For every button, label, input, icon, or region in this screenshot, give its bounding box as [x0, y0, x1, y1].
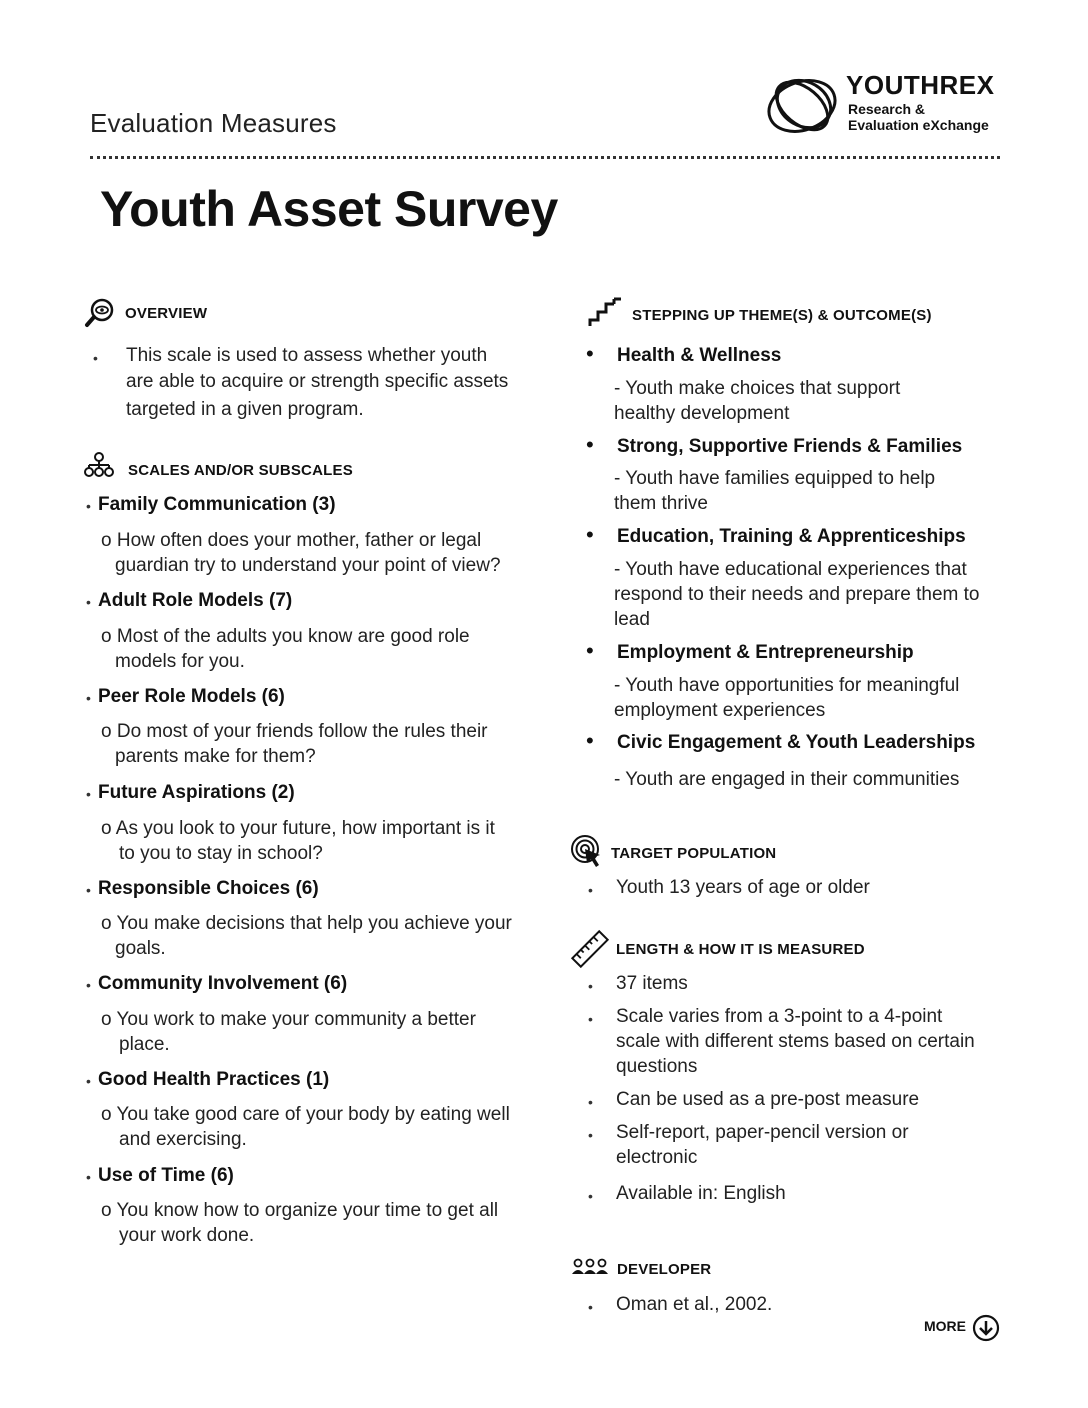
- length-item: Self-report, paper-pencil version or: [616, 1122, 909, 1143]
- bullet-marker: •: [588, 1188, 593, 1204]
- scale-example: goals.: [115, 938, 166, 959]
- bullet-marker: •: [93, 350, 98, 366]
- bullet-marker: •: [86, 594, 91, 610]
- bullet-marker: •: [588, 978, 593, 994]
- scale-name: Family Communication (3): [98, 494, 336, 515]
- scale-name: Adult Role Models (7): [98, 590, 293, 611]
- more-link[interactable]: MORE: [924, 1318, 966, 1334]
- length-item: Can be used as a pre-post measure: [616, 1089, 920, 1110]
- youthrex-logo-icon: [762, 70, 842, 140]
- ruler-icon: [570, 928, 610, 970]
- target-cursor-icon: [570, 834, 604, 870]
- theme-description: - Youth are engaged in their communities: [614, 769, 960, 790]
- bullet-marker: •: [586, 432, 594, 457]
- header-divider: [90, 156, 1000, 159]
- scale-example: guardian try to understand your point of view?: [115, 555, 501, 576]
- magnifier-eye-icon: [84, 298, 116, 328]
- bullet-marker: •: [586, 341, 594, 366]
- scale-example: o You take good care of your body by eating well: [101, 1104, 510, 1125]
- scales-heading: SCALES AND/OR SUBSCALES: [128, 462, 353, 479]
- stairs-icon: [588, 296, 622, 328]
- bullet-marker: •: [86, 786, 91, 802]
- down-arrow-circle-icon[interactable]: [972, 1314, 1000, 1342]
- bullet-marker: •: [586, 522, 594, 547]
- theme-description: - Youth have opportunities for meaningful: [614, 675, 960, 696]
- overview-heading: OVERVIEW: [125, 305, 208, 322]
- eyebrow-label: Evaluation Measures: [90, 108, 337, 138]
- theme-name: Education, Training & Apprenticeships: [617, 526, 966, 547]
- length-heading: LENGTH & HOW IT IS MEASURED: [616, 941, 865, 958]
- theme-name: Strong, Supportive Friends & Families: [617, 436, 963, 457]
- developer-heading: DEVELOPER: [617, 1261, 712, 1278]
- bullet-marker: •: [86, 882, 91, 898]
- theme-name: Employment & Entrepreneurship: [617, 642, 914, 663]
- scale-name: Peer Role Models (6): [98, 686, 285, 707]
- theme-name: Civic Engagement & Youth Leaderships: [617, 732, 976, 753]
- bullet-marker: •: [86, 977, 91, 993]
- length-item: questions: [616, 1056, 698, 1077]
- scale-name: Use of Time (6): [98, 1165, 234, 1186]
- scale-example: and exercising.: [119, 1129, 247, 1150]
- bullet-marker: •: [586, 728, 594, 753]
- scale-example: o You make decisions that help you achieve your: [101, 913, 512, 934]
- bullet-marker: •: [86, 498, 91, 514]
- scale-example: models for you.: [115, 651, 245, 672]
- bullet-marker: •: [588, 1127, 593, 1143]
- theme-description: - Youth have families equipped to help: [614, 468, 936, 489]
- scale-example: your work done.: [119, 1225, 255, 1246]
- scale-name: Future Aspirations (2): [98, 782, 295, 803]
- bullet-marker: •: [588, 1011, 593, 1027]
- scale-example: o You work to make your community a better: [101, 1009, 476, 1030]
- scale-example: o Most of the adults you know are good role: [101, 626, 470, 647]
- scale-example: parents make for them?: [115, 746, 316, 767]
- scale-example: o How often does your mother, father or legal: [101, 530, 482, 551]
- scale-example: place.: [119, 1034, 170, 1055]
- theme-description: them thrive: [614, 493, 708, 514]
- hierarchy-icon: [84, 452, 114, 478]
- theme-description: healthy development: [614, 403, 790, 424]
- people-group-icon: [570, 1258, 610, 1278]
- brand-tagline-line2: Evaluation eXchange: [848, 117, 989, 133]
- bullet-marker: •: [86, 690, 91, 706]
- theme-description: respond to their needs and prepare them to: [614, 584, 980, 605]
- theme-description: employment experiences: [614, 700, 826, 721]
- bullet-marker: •: [86, 1073, 91, 1089]
- brand-name: YOUTHREX: [846, 70, 995, 100]
- bullet-marker: •: [586, 638, 594, 663]
- brand-tagline: [848, 101, 989, 133]
- developer-item: Oman et al., 2002.: [616, 1294, 773, 1315]
- length-item: 37 items: [616, 973, 688, 994]
- scale-name: Community Involvement (6): [98, 973, 348, 994]
- scale-example: o You know how to organize your time to get all: [101, 1200, 499, 1221]
- overview-line: This scale is used to assess whether youth: [126, 345, 488, 366]
- scale-example: to you to stay in school?: [119, 843, 323, 864]
- bullet-marker: •: [86, 1169, 91, 1185]
- target-heading: TARGET POPULATION: [611, 845, 777, 862]
- length-item: scale with different stems based on certain: [616, 1031, 975, 1052]
- scale-example: o As you look to your future, how important is it: [101, 818, 495, 839]
- bullet-marker: •: [588, 1094, 593, 1110]
- length-item: electronic: [616, 1147, 698, 1168]
- bullet-marker: •: [588, 1299, 593, 1315]
- page-title: Youth Asset Survey: [100, 181, 558, 237]
- overview-line: are able to acquire or strength specific assets: [126, 371, 509, 392]
- theme-name: Health & Wellness: [617, 345, 782, 366]
- length-item: Scale varies from a 3-point to a 4-point: [616, 1006, 943, 1027]
- themes-heading: STEPPING UP THEME(S) & OUTCOME(S): [632, 307, 932, 324]
- length-item: Available in: English: [616, 1183, 786, 1204]
- overview-line: targeted in a given program.: [126, 399, 364, 420]
- theme-description: lead: [614, 609, 650, 630]
- scale-example: o Do most of your friends follow the rules their: [101, 721, 488, 742]
- bullet-marker: •: [588, 882, 593, 898]
- theme-description: - Youth make choices that support: [614, 378, 901, 399]
- scale-name: Good Health Practices (1): [98, 1069, 330, 1090]
- scale-name: Responsible Choices (6): [98, 878, 319, 899]
- target-item: Youth 13 years of age or older: [616, 877, 870, 898]
- theme-description: - Youth have educational experiences that: [614, 559, 967, 580]
- brand-tagline-line1: Research &: [848, 101, 926, 117]
